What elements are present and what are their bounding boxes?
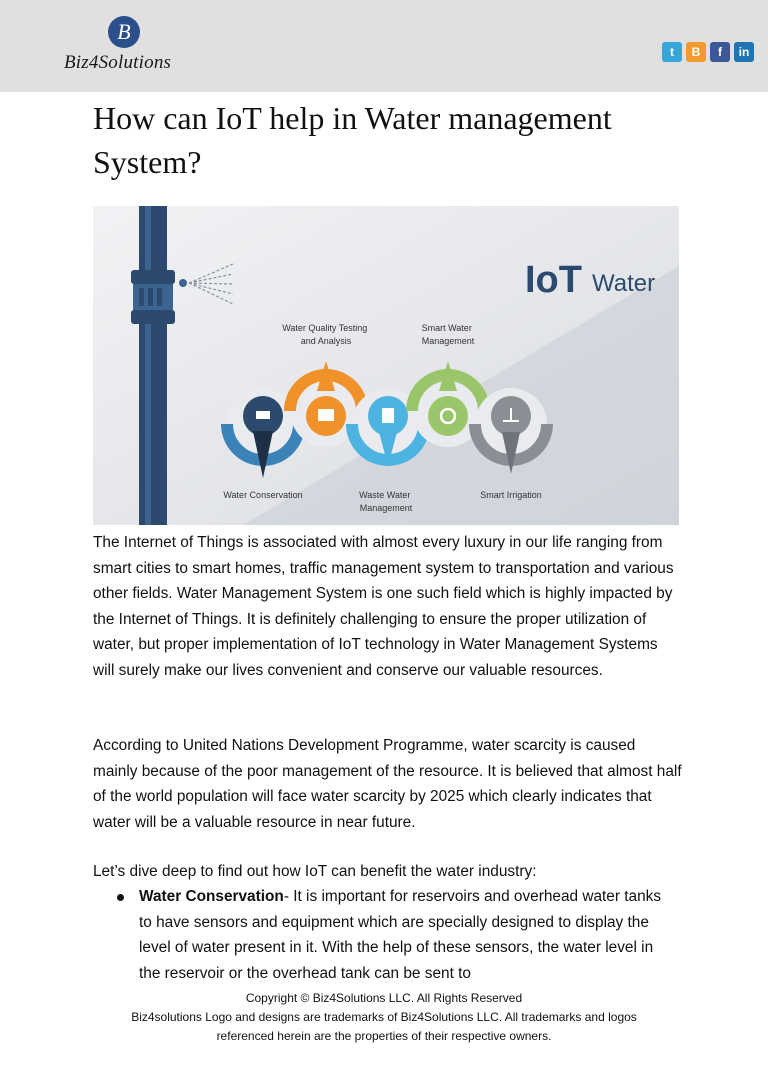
svg-text:B: B <box>117 19 131 44</box>
twitter-icon[interactable]: t <box>662 42 682 62</box>
bullet-body: - It is important for reservoirs and overhead water tanks to have sensors and equipment which are specially designed to display the level of water present in it. With the help of these sensors, the water level in the reservoir or the overhead tank can be sent to <box>139 888 662 982</box>
bullet-dot-icon <box>117 894 124 901</box>
label-quality-2: and Analysis <box>300 336 352 346</box>
linkedin-icon[interactable]: in <box>734 42 754 62</box>
social-links <box>662 42 754 62</box>
page-title: How can IoT help in Water management System? <box>93 100 612 180</box>
logo-text: Biz4Solutions <box>64 52 172 73</box>
page-header <box>0 0 768 92</box>
iot-brand: IoT <box>525 259 582 301</box>
label-smart-mgmt-1: Smart Water <box>421 323 472 333</box>
label-irrigation: Smart Irrigation <box>480 490 542 500</box>
iot-water-infographic <box>93 206 679 525</box>
label-waste-2: Management <box>359 503 413 513</box>
biz4solutions-logo[interactable] <box>62 14 192 78</box>
logo-mark-icon <box>106 14 142 50</box>
label-quality-1: Water Quality Testing <box>282 323 368 333</box>
facebook-icon[interactable]: f <box>710 42 730 62</box>
bullet-text <box>139 884 669 986</box>
page-footer <box>0 989 768 1046</box>
blogger-icon[interactable]: B <box>686 42 706 62</box>
bullet-heading: Water Conservation <box>139 888 284 905</box>
label-smart-mgmt-2: Management <box>421 336 475 346</box>
footer-trademarks: Biz4solutions Logo and designs are trademarks of Biz4Solutions LLC. All trademarks and logos <box>131 1010 637 1024</box>
paragraph-dive: Let’s dive deep to find out how IoT can benefit the water industry: <box>93 863 537 880</box>
paragraph-undp: According to United Nations Development Programme, water scarcity is caused mainly because of the poor management of the resource. It is believed that almost half of the world population will face water scarcity by 2025 which clearly indicates that water will be a valuable resource in near future. <box>93 737 682 831</box>
label-conservation: Water Conservation <box>223 490 303 500</box>
label-waste-1: Waste Water <box>359 490 411 500</box>
footer-copyright: Copyright © Biz4Solutions LLC. All Rights Reserved <box>245 991 523 1005</box>
iot-brand-suffix: Water <box>592 270 656 297</box>
paragraph-intro: The Internet of Things is associated with almost every luxury in our life ranging from smart cities to smart homes, traffic management system to transportation and various other fields. Water Management System is one such field which is highly impacted by the Internet of Things. It is definitely challenging to ensure the proper utilization of water, but proper implementation of IoT technology in Water Management Systems will surely make our lives convenient and conserve our valuable resources. <box>93 534 674 679</box>
footer-owners: referenced herein are the properties of their respective owners. <box>216 1029 552 1043</box>
